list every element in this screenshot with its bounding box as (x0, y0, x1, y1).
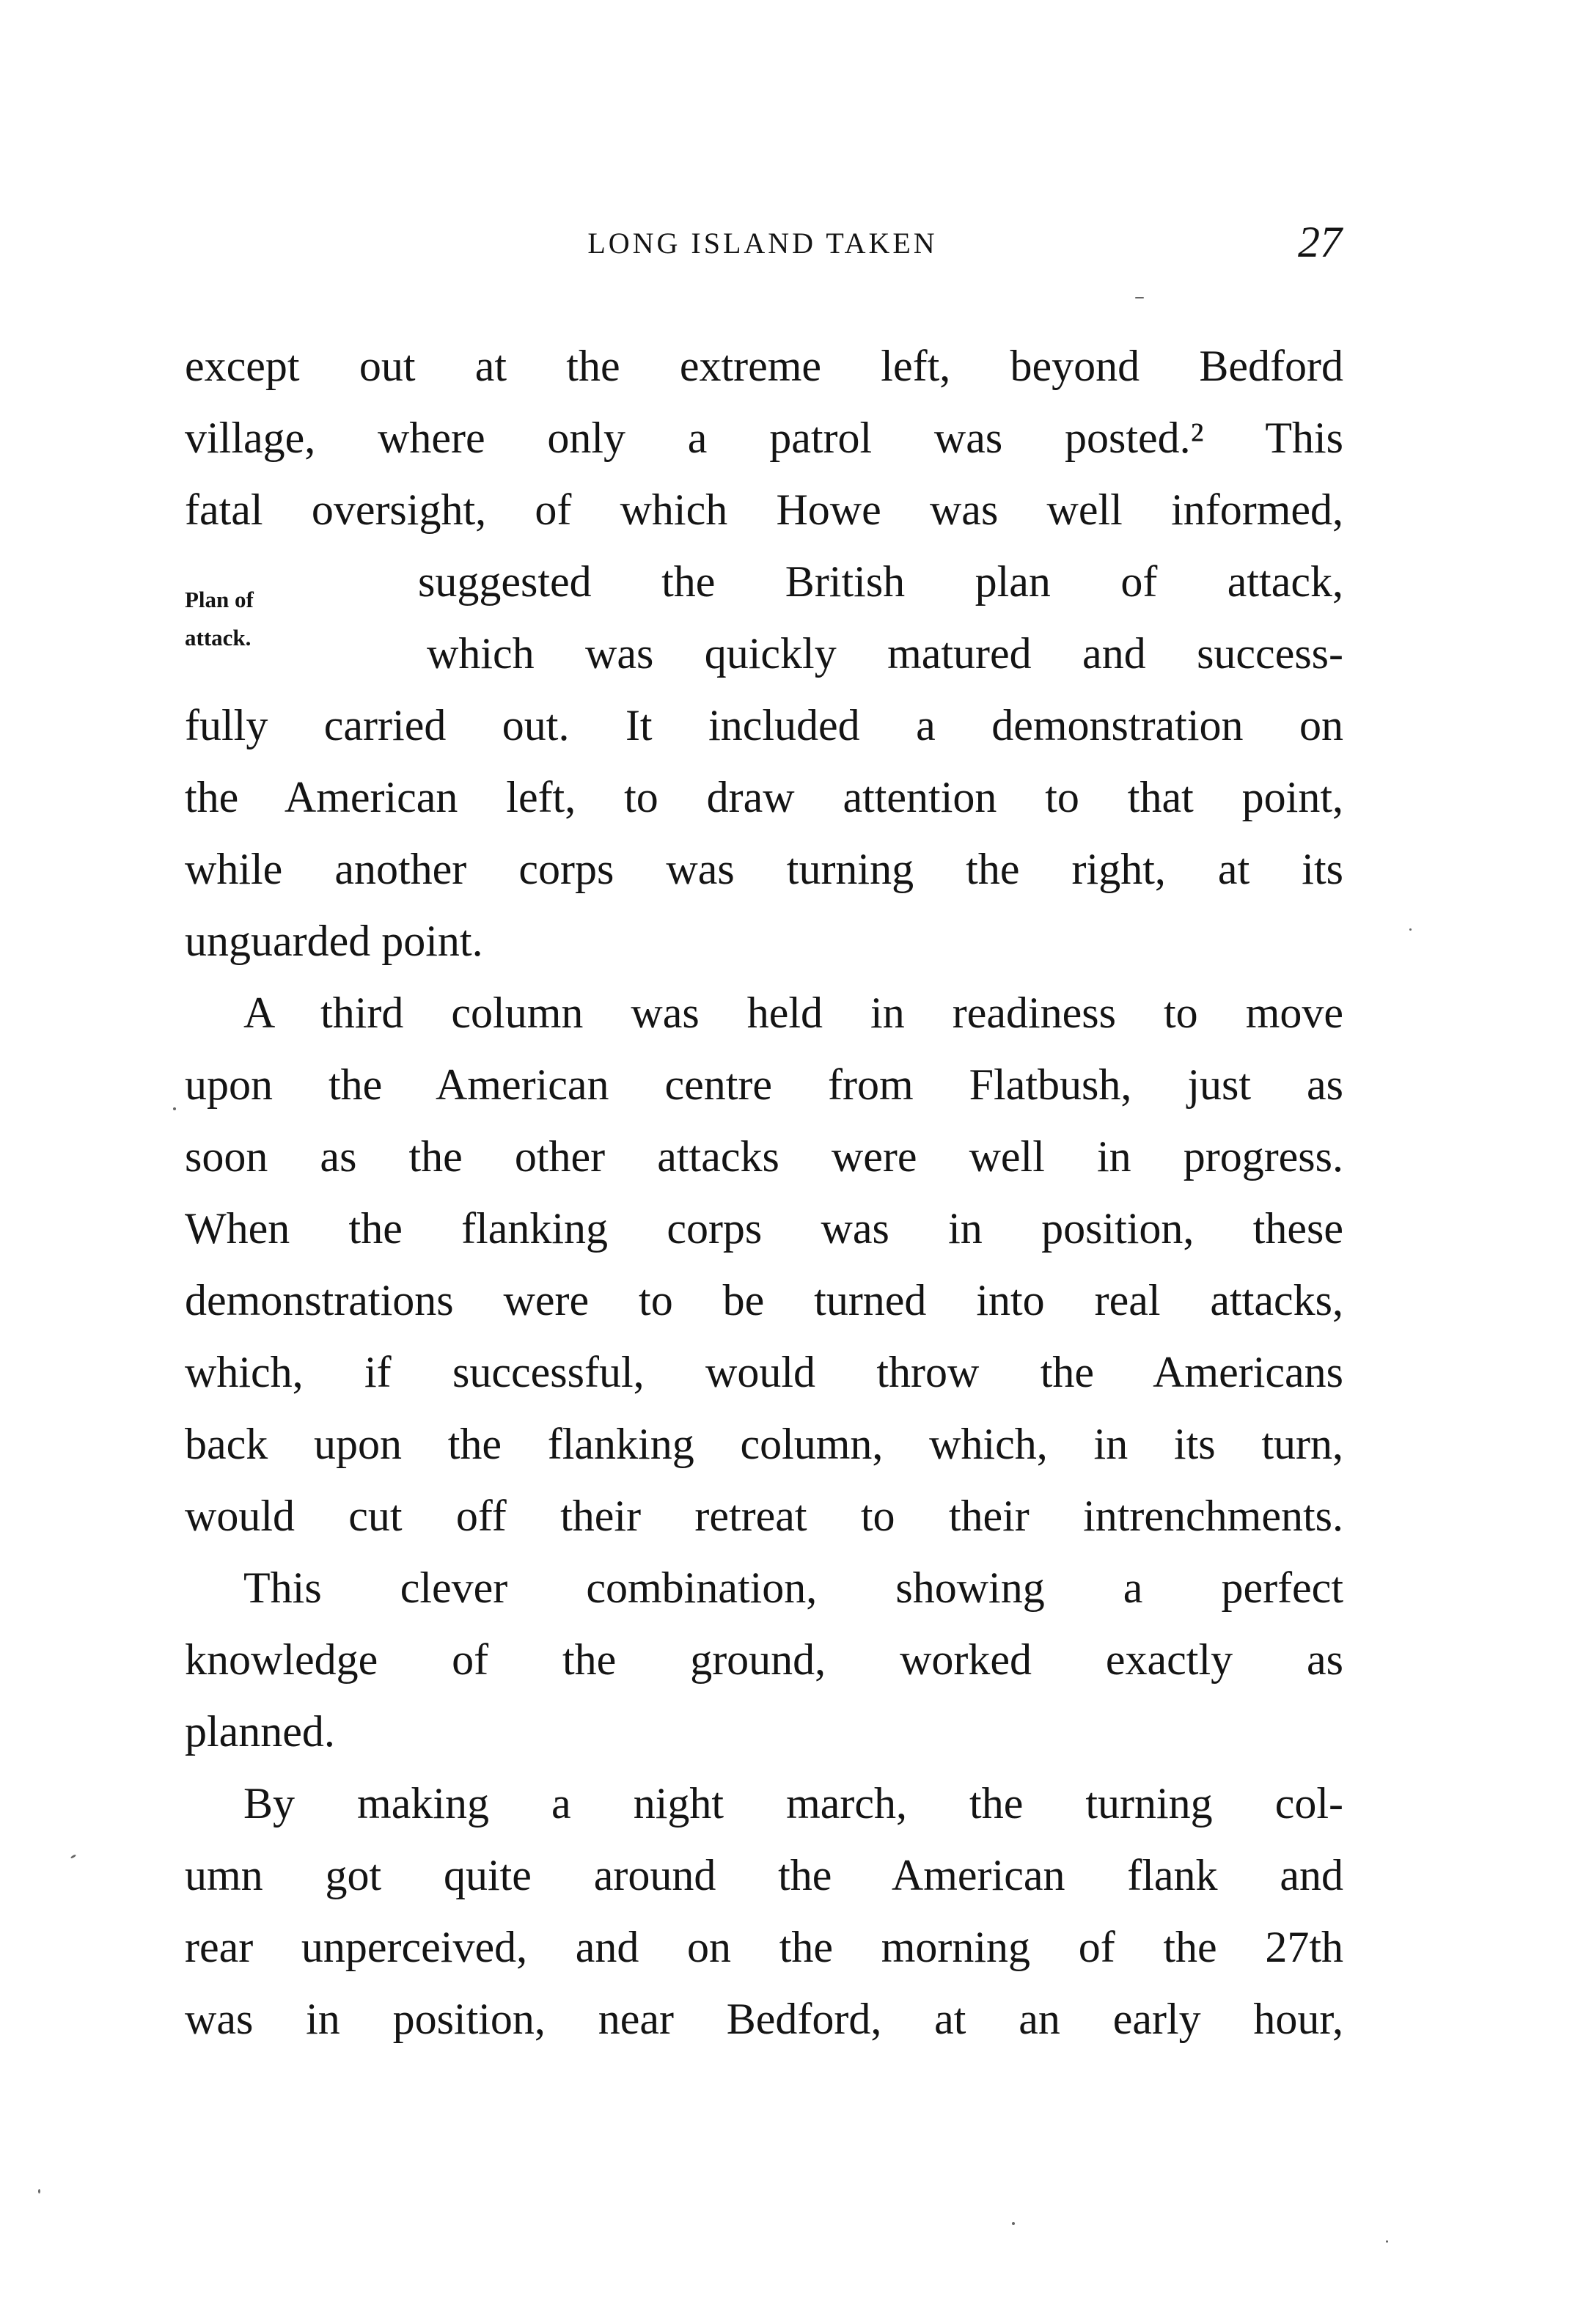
text-line: while another corps was turning the right, at its (185, 845, 1343, 893)
text-line: would cut off their retreat to their intrenchments. (185, 1492, 1343, 1540)
text-line: rear unperceived, and on the morning of the 27th (185, 1923, 1343, 1971)
text-line: fatal oversight, of which Howe was well informed, (185, 485, 1343, 534)
text-line: which, if successful, would throw the Americans (185, 1348, 1343, 1396)
text-line: This clever combination, showing a perfect (243, 1564, 1343, 1612)
text-line: demonstrations were to be turned into real attacks, (185, 1276, 1343, 1324)
paper-speck (1135, 297, 1144, 298)
text-line: was in position, near Bedford, at an early hour, (185, 1995, 1343, 2043)
margin-note-line: Plan of (185, 587, 254, 612)
text-line: upon the American centre from Flatbush, just as (185, 1060, 1343, 1109)
text-line: fully carried out. It included a demonstration on (185, 701, 1343, 749)
paper-speck (1386, 2240, 1388, 2243)
text-line: A third column was held in readiness to move (243, 989, 1343, 1037)
text-line: unguarded point. (185, 917, 483, 965)
text-line: the American left, to draw attention to that point, (185, 773, 1343, 821)
text-line: planned. (185, 1707, 335, 1756)
text-line: knowledge of the ground, worked exactly as (185, 1635, 1343, 1684)
paper-speck (173, 1107, 176, 1110)
text-line: which was quickly matured and success- (427, 629, 1343, 678)
margin-note-line: attack. (185, 625, 252, 650)
text-line: back upon the flanking column, which, in its turn, (185, 1420, 1343, 1468)
paper-speck (70, 1854, 76, 1859)
text-line: umn got quite around the American flank and (185, 1851, 1343, 1899)
running-title: LONG ISLAND TAKEN (587, 227, 938, 260)
text-line: except out at the extreme left, beyond Bedford (185, 342, 1343, 390)
text-line: suggested the British plan of attack, (418, 557, 1343, 606)
text-line: By making a night march, the turning col- (243, 1779, 1343, 1828)
paper-speck (1409, 928, 1412, 931)
text-line: soon as the other attacks were well in progress. (185, 1132, 1343, 1181)
margin-note (185, 581, 254, 657)
page-number: 27 (1298, 218, 1342, 266)
paper-speck (1012, 2222, 1015, 2225)
text-line: When the flanking corps was in position, these (185, 1204, 1343, 1253)
paper-speck (38, 2189, 40, 2193)
running-head (183, 220, 1342, 279)
text-line: village, where only a patrol was posted.² This (185, 414, 1343, 462)
